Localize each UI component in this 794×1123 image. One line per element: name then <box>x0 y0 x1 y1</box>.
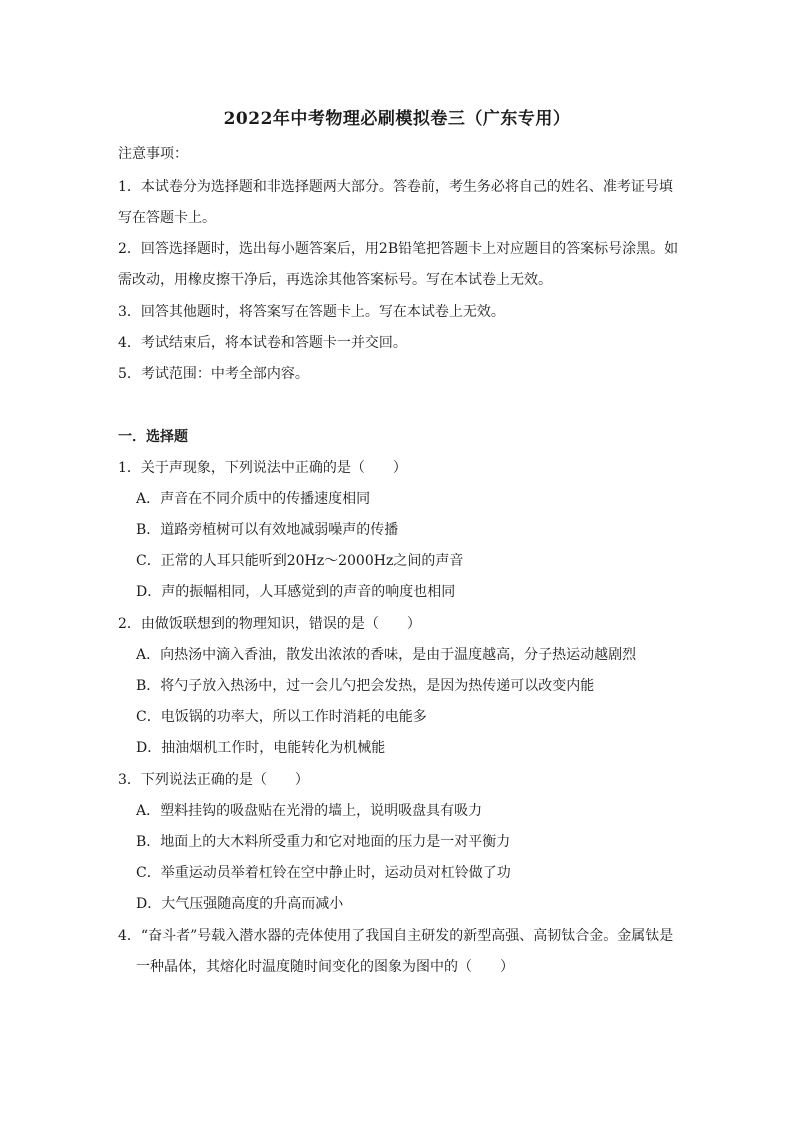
notice-item: 2．回答选择题时，选出每小题答案后，用2B铅笔把答题卡上对应题目的答案标号涂黑。如 <box>118 241 679 257</box>
question-option: D．抽油烟机工作时，电能转化为机械能 <box>136 740 386 756</box>
question-stem: 3．下列说法正确的是（ ） <box>118 772 309 788</box>
question-option: B．地面上的大木料所受重力和它对地面的压力是一对平衡力 <box>136 834 511 850</box>
notice-item: 写在答题卡上。 <box>118 210 216 226</box>
question-stem: 4．“奋斗者”号载入潜水器的壳体使用了我国自主研发的新型高强、高韧钛合金。金属钛是 <box>118 928 674 944</box>
notice-item: 需改动，用橡皮擦干净后，再选涂其他答案标号。写在本试卷上无效。 <box>118 272 552 288</box>
notice-item: 1．本试卷分为选择题和非选择题两大部分。答卷前，考生务必将自己的姓名、准考证号填 <box>118 179 673 195</box>
question-stem-continued: 一种晶体，其熔化时温度随时间变化的图象为图中的（ ） <box>136 959 514 975</box>
question-option: C．电饭锅的功率大，所以工作时消耗的电能多 <box>136 709 427 725</box>
question-stem: 1．关于声现象，下列说法中正确的是（ ） <box>118 460 407 476</box>
question-option: B．道路旁植树可以有效地减弱噪声的传播 <box>136 522 399 538</box>
question-option: C．举重运动员举着杠铃在空中静止时，运动员对杠铃做了功 <box>136 865 511 881</box>
section-heading: 一．选择题 <box>118 429 188 445</box>
question-option: A．塑料挂钩的吸盘贴在光滑的墙上，说明吸盘具有吸力 <box>136 803 483 819</box>
question-option: C．正常的人耳只能听到20Hz～2000Hz之间的声音 <box>136 553 464 569</box>
notice-item: 4．考试结束后，将本试卷和答题卡一并交回。 <box>118 335 407 351</box>
notice-item: 5．考试范围：中考全部内容。 <box>118 366 309 382</box>
question-option: A．向热汤中滴入香油，散发出浓浓的香味，是由于温度越高，分子热运动越剧烈 <box>136 647 637 663</box>
question-option: D．声的振幅相同，人耳感觉到的声音的响度也相同 <box>136 584 456 600</box>
question-stem: 2．由做饭联想到的物理知识，错误的是（ ） <box>118 616 421 632</box>
question-option: B．将勺子放入热汤中，过一会儿勺把会发热，是因为热传递可以改变内能 <box>136 678 595 694</box>
page-title: 2022年中考物理必刷模拟卷三（广东专用） <box>223 109 571 129</box>
notice-item: 3．回答其他题时，将答案写在答题卡上。写在本试卷上无效。 <box>118 304 505 320</box>
question-option: A．声音在不同介质中的传播速度相同 <box>136 491 371 507</box>
question-option: D．大气压强随高度的升高而减小 <box>136 896 344 912</box>
notice-heading: 注意事项： <box>118 146 188 162</box>
